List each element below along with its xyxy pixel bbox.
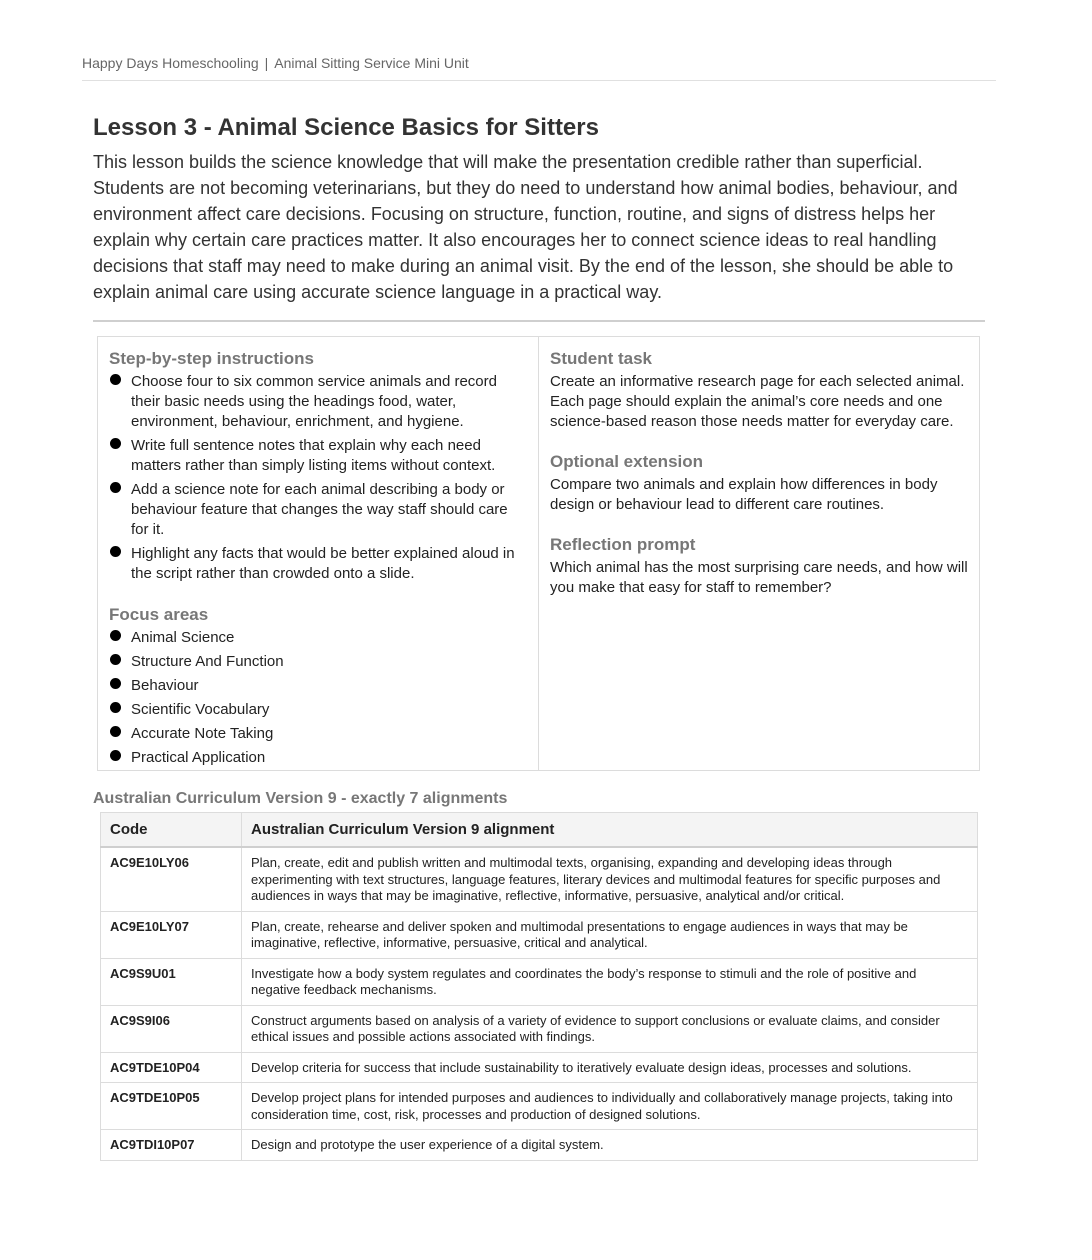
table-row <box>101 1083 978 1130</box>
focus-text: Scientific Vocabulary <box>131 701 270 718</box>
divider <box>93 320 985 322</box>
list-item <box>109 724 527 744</box>
code-cell: AC9TDE10P05 <box>101 1083 242 1130</box>
bullet-icon <box>110 546 121 557</box>
alignment-cell: Develop criteria for success that include sustainability to iteratively evaluate design ideas, processes and solutions. <box>242 1052 978 1083</box>
list-item <box>109 748 527 768</box>
bullet-icon <box>110 438 121 449</box>
bullet-icon <box>110 702 121 713</box>
focus-list <box>109 628 527 768</box>
student-task-heading: Student task <box>550 349 653 368</box>
alignment-cell: Develop project plans for intended purposes and audiences to individually and collaboratively manage projects, taking into consideration time, cost, risk, processes and production of designed solutions. <box>242 1083 978 1130</box>
student-task-text: Create an informative research page for each selected animal. Each page should explain the animal’s core needs and one science-based reason those needs matter for everyday care. <box>550 373 965 430</box>
table-row <box>101 911 978 958</box>
bullet-icon <box>110 726 121 737</box>
table-header-row <box>101 813 978 848</box>
unit-name: Animal Sitting Service Mini Unit <box>274 55 469 71</box>
list-item <box>109 700 527 720</box>
list-item <box>109 676 527 696</box>
focus-heading: Focus areas <box>109 605 209 624</box>
alignment-cell: Investigate how a body system regulates and coordinates the body’s response to stimuli and the role of positive and negative feedback mechanisms. <box>242 958 978 1005</box>
instruction-text: Choose four to six common service animals and record their basic needs using the headings food, water, environment, behaviour, enrichment, and hygiene. <box>131 373 497 430</box>
bullet-icon <box>110 750 121 761</box>
lesson-intro: This lesson builds the science knowledge that will make the presentation credible rather than superficial. Students are not becoming veterinarians, but they do need to understand how animal bodies, behaviour, and environment affect care decisions. Focusing on structure, function, routine, and signs of distress helps her explain why certain care practices matter. It also encourages her to connect science ideas to real handling decisions that staff may need to make during an animal visit. By the end of the lesson, she should be able to explain animal care using accurate science language in a practical way. <box>93 152 958 302</box>
instructions-heading: Step-by-step instructions <box>109 349 314 368</box>
lesson-panel <box>97 336 980 771</box>
instruction-text: Highlight any facts that would be better explained aloud in the script rather than crowded onto a slide. <box>131 545 515 582</box>
code-cell: AC9TDE10P04 <box>101 1052 242 1083</box>
code-column-header: Code <box>101 813 242 848</box>
instruction-text: Write full sentence notes that explain why each need matters rather than simply listing items without context. <box>131 437 496 474</box>
reflection-heading: Reflection prompt <box>550 535 696 554</box>
extension-heading: Optional extension <box>550 452 704 471</box>
bullet-icon <box>110 630 121 641</box>
extension-text: Compare two animals and explain how differences in body design or behaviour lead to different care routines. <box>550 476 938 513</box>
table-row <box>101 1005 978 1052</box>
table-row <box>101 958 978 1005</box>
list-item <box>109 652 527 672</box>
bullet-icon <box>110 374 121 385</box>
code-cell: AC9TDI10P07 <box>101 1130 242 1161</box>
table-row <box>101 847 978 911</box>
reflection-text: Which animal has the most surprising care needs, and how will you make that easy for staff to remember? <box>550 559 968 596</box>
bullet-icon <box>110 654 121 665</box>
table-row <box>101 1052 978 1083</box>
alignment-cell: Plan, create, edit and publish written and multimodal texts, organising, expanding and developing ideas through experimenting with text structures, language features, literary devices and multimodal features for specific purposes and audiences in ways that may be imaginative, reflective, informative, persuasive, analytical and/or critical. <box>242 847 978 911</box>
table-row <box>101 1130 978 1161</box>
list-item <box>109 480 527 540</box>
list-item <box>109 372 527 432</box>
list-item <box>109 544 527 584</box>
code-cell: AC9S9U01 <box>101 958 242 1005</box>
code-cell: AC9E10LY06 <box>101 847 242 911</box>
bullet-icon <box>110 678 121 689</box>
alignment-cell: Design and prototype the user experience of a digital system. <box>242 1130 978 1161</box>
header-separator: | <box>264 55 269 71</box>
code-cell: AC9E10LY07 <box>101 911 242 958</box>
focus-text: Animal Science <box>131 629 235 646</box>
focus-text: Accurate Note Taking <box>131 725 274 742</box>
page-header <box>82 55 996 81</box>
focus-text: Structure And Function <box>131 653 284 670</box>
alignment-cell: Plan, create, rehearse and deliver spoken and multimodal presentations to engage audiences in ways that may be imaginative, reflective, informative, persuasive, critical and analytical. <box>242 911 978 958</box>
instruction-text: Add a science note for each animal describing a body or behaviour feature that changes the way staff should care for it. <box>131 481 508 538</box>
alignment-column-header: Australian Curriculum Version 9 alignment <box>242 813 978 848</box>
focus-text: Behaviour <box>131 677 199 694</box>
instructions-list <box>109 372 527 584</box>
curriculum-table <box>100 812 978 1161</box>
list-item <box>109 436 527 476</box>
focus-text: Practical Application <box>131 749 266 766</box>
alignment-cell: Construct arguments based on analysis of a variety of evidence to support conclusions or evaluate claims, and consider ethical issues and possible actions associated with findings. <box>242 1005 978 1052</box>
bullet-icon <box>110 482 121 493</box>
school-name: Happy Days Homeschooling <box>82 55 259 71</box>
list-item <box>109 628 527 648</box>
right-column <box>539 337 979 770</box>
lesson-title: Lesson 3 - Animal Science Basics for Sitters <box>93 114 599 141</box>
left-column <box>98 337 539 770</box>
code-cell: AC9S9I06 <box>101 1005 242 1052</box>
curriculum-title: Australian Curriculum Version 9 - exactly 7 alignments <box>93 790 508 807</box>
